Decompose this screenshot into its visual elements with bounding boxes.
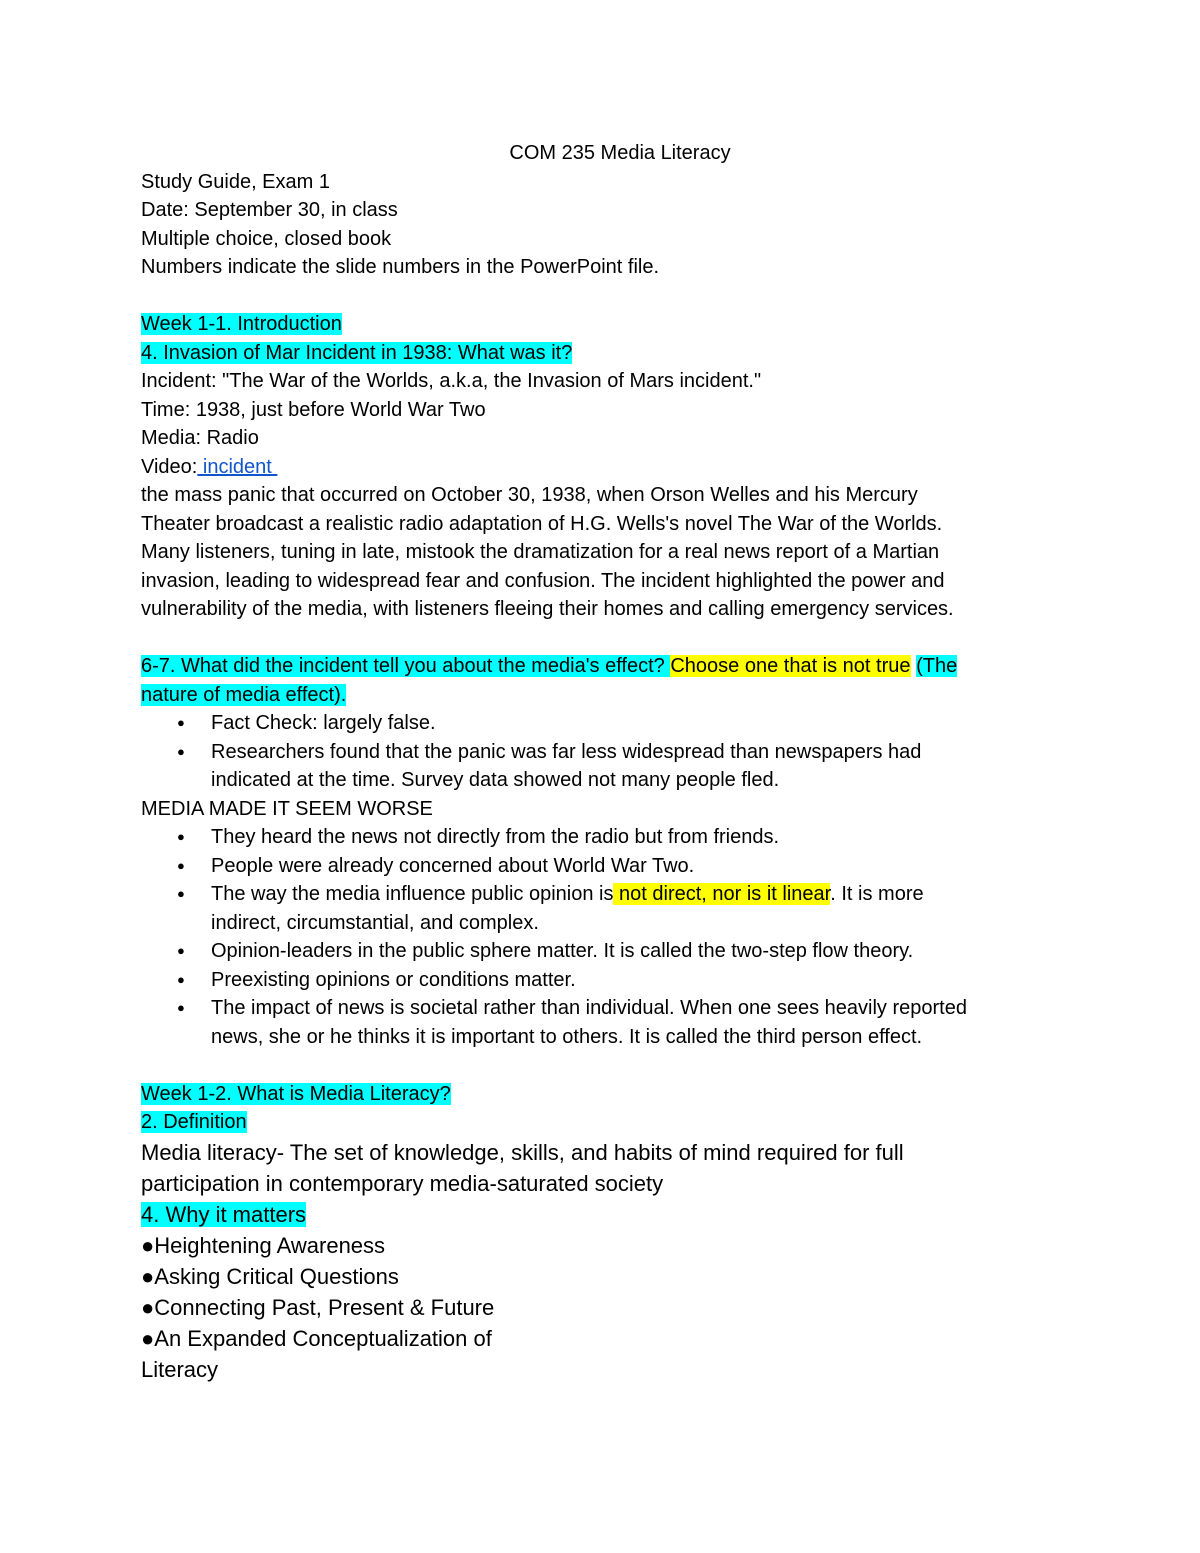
week2-heading: Week 1-2. What is Media Literacy? [141, 1082, 451, 1105]
bullet-icon: ● [177, 715, 185, 730]
list-item-text: Researchers found that the panic was far less widespread than newspapers had [211, 740, 922, 763]
section-subheading [141, 1108, 1041, 1137]
media-worse-line: MEDIA MADE IT SEEM WORSE [141, 797, 433, 820]
list-item [177, 880, 1041, 937]
linear-highlight: not direct, nor is it linear [613, 883, 831, 905]
section-heading [141, 310, 1041, 339]
document-page [141, 139, 1041, 1385]
definition-heading: 2. Definition [141, 1111, 247, 1133]
bullet-icon: ● [177, 1000, 185, 1015]
list-item [177, 823, 1041, 852]
list-item [177, 994, 1041, 1051]
question-line [141, 652, 1041, 681]
page-title: COM 235 Media Literacy [509, 142, 731, 164]
list-item-text: They heard the news not directly from the radio but from friends. [211, 826, 780, 848]
video-line [141, 453, 1041, 482]
why-item: ●Heightening Awareness [141, 1232, 386, 1258]
why-item: ●Asking Critical Questions [141, 1263, 399, 1289]
bullet-icon: ● [177, 743, 185, 759]
section-heading [141, 1080, 1041, 1109]
list-item-text: The way the media influence public opinion is [211, 883, 614, 905]
bullet-icon: ● [177, 829, 185, 844]
question-cyan: 6-7. What did the incident tell you about the media's effect? [141, 655, 665, 677]
question-yellow: Choose one that is not true [670, 655, 911, 677]
intro-line: Numbers indicate the slide numbers in the PowerPoint file. [141, 256, 660, 278]
intro-line: Multiple choice, closed book [141, 227, 392, 250]
week1-heading: Week 1-1. Introduction [141, 313, 342, 335]
bullet-list-a [141, 709, 1041, 795]
list-item [177, 937, 1041, 966]
description-line: invasion, leading to widespread fear and confusion. The incident highlighted the power and [141, 569, 945, 592]
list-item-text: People were already concerned about World War Two. [211, 854, 695, 877]
question-line-2 [141, 681, 1041, 710]
definition-line: participation in contemporary media-saturated society [141, 1170, 664, 1196]
list-item-text: indicated at the time. Survey data showed not many people fled. [211, 769, 780, 791]
list-item [177, 709, 1041, 738]
bullet-icon: ● [177, 943, 185, 958]
bullet-icon: ● [177, 857, 185, 873]
why-item: ●Connecting Past, Present & Future [141, 1294, 495, 1320]
week1-subheading: 4. Invasion of Mar Incident in 1938: What was it? [141, 341, 573, 364]
list-item-text: The impact of news is societal rather than individual. When one sees heavily reported [211, 997, 967, 1019]
list-item [177, 852, 1041, 881]
incident-link[interactable]: incident [197, 455, 278, 478]
bullet-icon: ● [177, 971, 185, 987]
list-item-text: . It is more [830, 883, 924, 905]
list-item-text: Preexisting opinions or conditions matter. [211, 968, 576, 991]
intro-line: Date: September 30, in class [141, 199, 398, 221]
description-line: Theater broadcast a realistic radio adaptation of H.G. Wells's novel The War of the Worlds. [141, 512, 943, 535]
list-item [177, 738, 1041, 795]
media-line: Media: Radio [141, 427, 259, 449]
definition-line: Media literacy- The set of knowledge, skills, and habits of mind required for full [141, 1139, 904, 1165]
question-cyan-tail: (The [916, 655, 958, 677]
intro-line: Study Guide, Exam 1 [141, 170, 330, 193]
list-item-text: indirect, circumstantial, and complex. [211, 911, 539, 934]
list-item-text: Opinion-leaders in the public sphere matter. It is called the two-step flow theory. [211, 940, 914, 962]
description-line: the mass panic that occurred on October 30, 1938, when Orson Welles and his Mercury [141, 484, 918, 506]
bullet-icon: ● [177, 886, 185, 901]
why-item-tail: Literacy [141, 1356, 219, 1382]
why-heading: 4. Why it matters [141, 1201, 307, 1227]
list-item [177, 966, 1041, 995]
bullet-list-b [141, 823, 1041, 1051]
list-item-text: Fact Check: largely false. [211, 712, 436, 734]
section-subheading [141, 1199, 1041, 1230]
video-label: Video: [141, 455, 198, 478]
question-cyan-line2: nature of media effect). [141, 683, 347, 706]
description-line: Many listeners, tuning in late, mistook the dramatization for a real news report of a Martian [141, 541, 940, 563]
time-line: Time: 1938, just before World War Two [141, 398, 486, 421]
description-line: vulnerability of the media, with listeners fleeing their homes and calling emergency services. [141, 598, 954, 620]
section-subheading [141, 339, 1041, 368]
incident-line: Incident: "The War of the Worlds, a.k.a, the Invasion of Mars incident." [141, 370, 762, 392]
why-item: ●An Expanded Conceptualization of [141, 1325, 492, 1351]
list-item-text: news, she or he thinks it is important to others. It is called the third person effect. [211, 1025, 923, 1048]
